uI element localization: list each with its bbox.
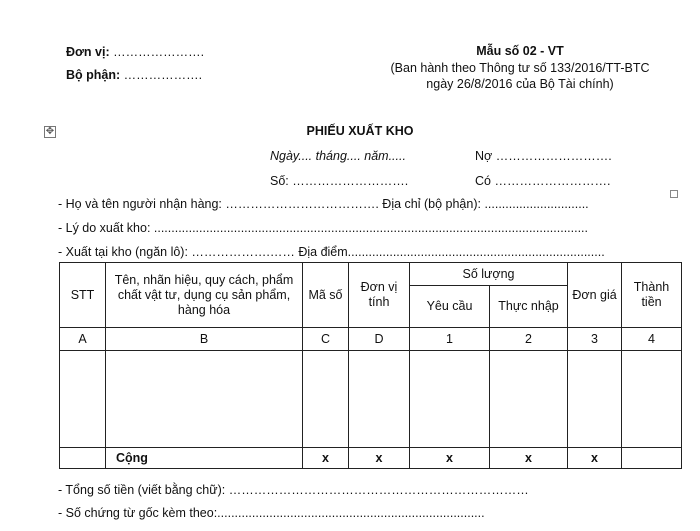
total-label: Cộng [106,448,303,469]
name-cell[interactable] [106,351,303,448]
credit-line: Có ………………………. [475,174,611,188]
code-cell: C [303,328,349,351]
unit-label: Đơn vị: [66,45,110,59]
resize-square-icon[interactable] [670,190,678,198]
price-cell[interactable] [568,351,622,448]
form-number: Mẫu số 02 - VT [476,44,564,58]
issued-date: ngày 26/8/2016 của Bộ Tài chính) [426,77,614,91]
code-cell: D [349,328,410,351]
header-price: Đơn giá [568,263,622,328]
qty-requested-cell[interactable] [410,351,490,448]
goods-table [59,262,682,469]
total-row [60,448,682,469]
header-unit: Đơn vị tính [349,263,410,328]
total-unit: x [349,448,410,469]
code-cell: 2 [490,328,568,351]
total-in-words: - Tổng số tiền (viết bằng chữ): ……………………………………………………………… [58,483,529,497]
code-value-cell[interactable] [303,351,349,448]
total-qty-actual: x [490,448,568,469]
debit-line: Nợ ………………………. [475,149,612,163]
total-code: x [303,448,349,469]
header-quantity: Số lượng [410,263,568,286]
table-row [60,351,682,448]
code-cell: 3 [568,328,622,351]
total-qty-requested: x [410,448,490,469]
number-line: Số: ………………………. [270,174,409,188]
document-title: PHIẾU XUẤT KHO [306,124,414,138]
header-amount: Thành tiền [622,263,682,328]
amount-cell[interactable] [622,351,682,448]
code-cell: A [60,328,106,351]
department-line [66,68,202,82]
code-row [60,328,682,351]
attached-documents: - Số chứng từ gốc kèm theo:............................................................................. [58,506,485,520]
department-dots: ………………. [120,68,203,82]
total-stt-cell [60,448,106,469]
header-stt: STT [60,263,106,328]
code-cell: B [106,328,303,351]
receiver-field: - Họ và tên người nhận hàng: ………………………………. Địa chỉ (bộ phận): .............................. [58,197,589,211]
qty-actual-cell[interactable] [490,351,568,448]
unit-dots: …………………. [109,45,205,59]
unit-line [66,45,204,59]
date-line: Ngày.... tháng.... năm..... [270,149,406,163]
issued-by: (Ban hành theo Thông tư số 133/2016/TT-BTC [390,61,650,75]
unit-cell[interactable] [349,351,410,448]
header-qty-actual: Thực nhập [490,286,568,328]
total-price: x [568,448,622,469]
stt-cell[interactable] [60,351,106,448]
header-code: Mã số [303,263,349,328]
reason-field: - Lý do xuất kho: ............................................................................................................................. [58,221,588,235]
code-cell: 1 [410,328,490,351]
department-label: Bộ phận: [66,68,121,82]
warehouse-field: - Xuất tại kho (ngăn lô): ……………….…… Địa điểm.......................................................................... [58,245,605,259]
move-arrows-icon[interactable]: ✥ [45,126,55,137]
header-name: Tên, nhãn hiệu, quy cách, phẩm chất vật tư, dụng cụ sản phẩm, hàng hóa [106,263,303,328]
code-cell: 4 [622,328,682,351]
header-qty-requested: Yêu cầu [410,286,490,328]
total-amount[interactable] [622,448,682,469]
